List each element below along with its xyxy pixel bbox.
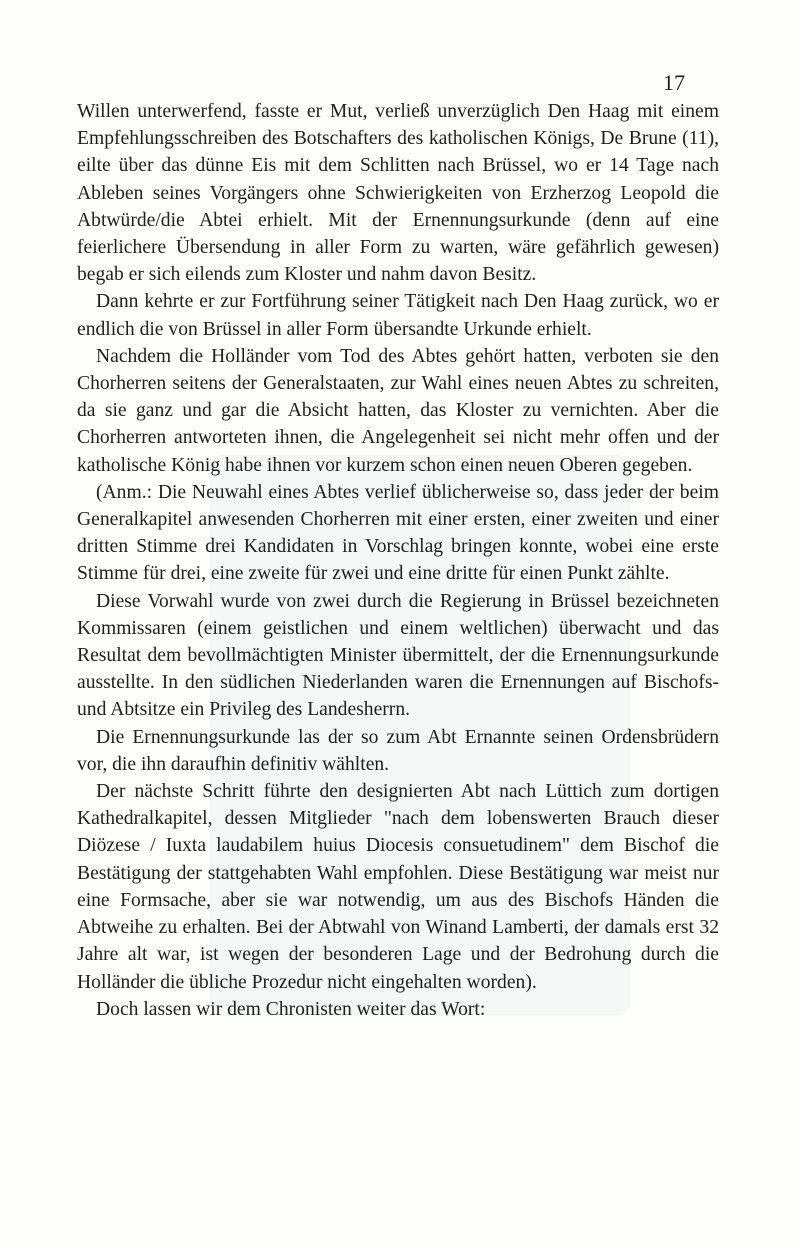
paragraph: Willen unterwerfend, fasste er Mut, verließ unverzüglich Den Haag mit einem Empfehlungsschreiben des Botschafters des katholischen Königs, De Brune (11), eilte über das dünne Eis mit dem Schlitten nach Brüssel, wo er 14 Tage nach Ableben seines Vorgängers ohne Schwierigkeiten von Erzherzog Leopold die Abtwürde/die Abtei erhielt. Mit der Ernennungsurkunde (denn auf eine feierlichere Übersendung in aller Form zu warten, wäre gefährlich gewesen) begab er sich eilends zum Kloster und nahm davon Besitz.: [77, 101, 719, 286]
paragraph: Die Ernennungsurkunde las der so zum Abt Ernannte seinen Ordensbrüdern vor, die ihn daraufhin definitiv wählten.: [77, 726, 719, 775]
page-number: 17: [663, 70, 685, 95]
body-text: [77, 98, 719, 1023]
paragraph: Der nächste Schritt führte den designierten Abt nach Lüttich zum dortigen Kathedralkapitel, dessen Mitglieder "nach dem lobenswerten Brauch dieser Diözese / Iuxta laudabilem huius Diocesis consuetudinem" dem Bischof die Bestätigung der stattgehabten Wahl empfohlen. Diese Bestätigung war meist nur eine Formsache, aber sie war notwendig, um aus des Bischofs Händen die Abtweihe zu erhalten. Bei der Abtwahl von Winand Lamberti, der damals erst 32 Jahre alt war, ist wegen der besonderen Lage und der Bedrohung durch die Holländer die übliche Prozedur nicht eingehalten worden).: [77, 781, 719, 993]
paragraph: (Anm.: Die Neuwahl eines Abtes verlief üblicherweise so, dass jeder der beim Generalkapitel anwesenden Chorherren mit einer ersten, einer zweiten und einer dritten Stimme drei Kandidaten in Vorschlag bringen konnte, wobei eine erste Stimme für drei, eine zweite für zwei und eine dritte für einen Punkt zählte.: [77, 481, 719, 585]
paragraph: Doch lassen wir dem Chronisten weiter das Wort:: [96, 998, 486, 1020]
paragraph: Nachdem die Holländer vom Tod des Abtes gehört hatten, verboten sie den Chorherren seitens der Generalstaaten, zur Wahl eines neuen Abtes zu schreiten, da sie ganz und gar die Absicht hatten, das Kloster zu vernichten. Aber die Chorherren antworteten ihnen, die Angelegenheit sei nicht mehr offen und der katholische König habe ihnen vor kurzem schon einen neuen Oberen gegeben.: [77, 345, 719, 476]
paragraph: Diese Vorwahl wurde von zwei durch die Regierung in Brüssel bezeichneten Kommissaren (einem geistlichen und einem weltlichen) überwacht und das Resultat dem bevollmächtigten Minister übermittelt, der die Ernennungsurkunde ausstellte. In den südlichen Niederlanden waren die Ernennungen auf Bischofs- und Abtsitze ein Privileg des Landesherrn.: [77, 590, 719, 721]
paragraph: Dann kehrte er zur Fortführung seiner Tätigkeit nach Den Haag zurück, wo er endlich die von Brüssel in aller Form übersandte Urkunde erhielt.: [77, 291, 719, 340]
